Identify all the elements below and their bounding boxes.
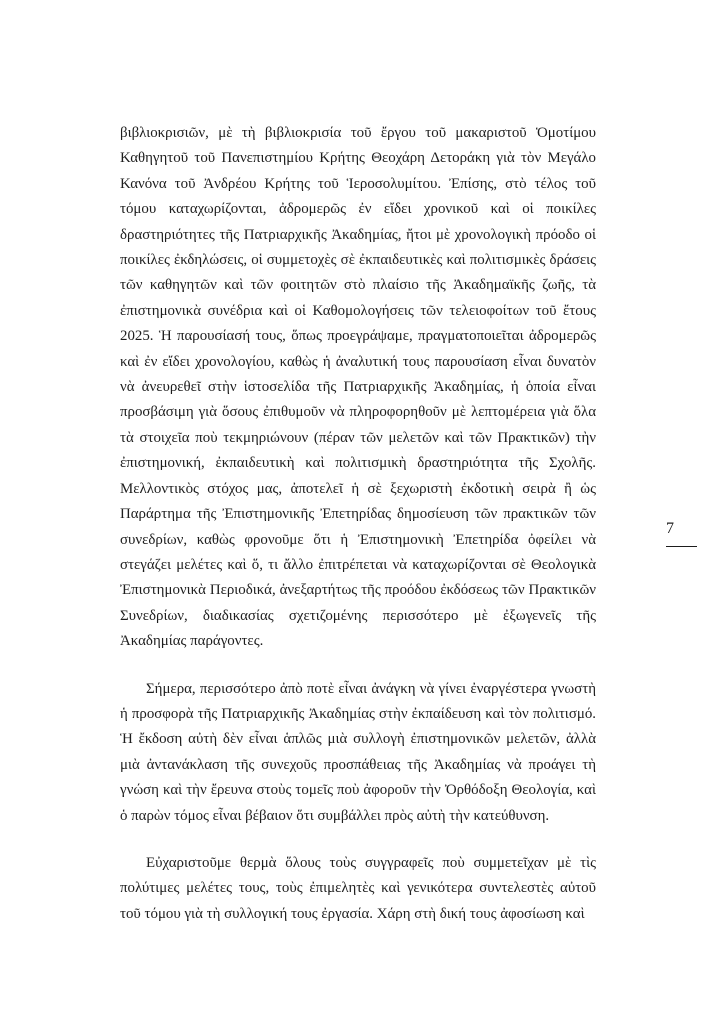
- paragraph-2: Σήμερα, περισσότερο ἀπὸ ποτὲ εἶναι ἀνάγκη νὰ γίνει ἐναργέστερα γνωστὴ ἡ προσφορὰ τῆς Πατριαρχικῆς Ἀκαδημίας στὴν ἐκπαίδευση καὶ τὸν πολιτισμό. Ἡ ἔκδοση αὐτὴ δὲν εἶναι ἁπλῶς μιὰ συλλογὴ ἐπιστημονικῶν μελετῶν, ἀλλὰ μιὰ ἀντανάκλαση τῆς συνεχοῦς προσπάθειας τῆς Ἀκαδημίας νὰ προάγει τὴ γνώση καὶ τὴν ἔρευνα στοὺς τομεῖς ποὺ ἀφοροῦν τὴν Ὀρθόδοξη Θεολογία, καὶ ὁ παρὼν τόμος εἶναι βέβαιον ὅτι συμβάλλει πρὸς αὐτὴ τὴν κατεύθυνση.: [120, 680, 596, 824]
- page-number-rule: [666, 546, 697, 547]
- paragraph-1: βιβλιοκρισιῶν, μὲ τὴ βιβλιοκρισία τοῦ ἔργου τοῦ μακαριστοῦ Ὁμοτίμου Καθηγητοῦ τοῦ Πανεπιστημίου Κρήτης Θεοχάρη Δετοράκη γιὰ τὸν Μεγάλο Κανόνα τοῦ Ἀνδρέου Κρήτης τοῦ Ἱεροσολυμίτου. Ἐπίσης, στὸ τέλος τοῦ τόμου καταχωρίζονται, ἀδρομερῶς ἐν εἴδει χρονικοῦ καὶ οἱ ποικίλες δραστηριότητες τῆς Πατριαρχικῆς Ἀκαδημίας, ἤτοι μὲ χρονολογικὴ πρόοδο οἱ ποικίλες ἐκδηλώσεις, οἱ συμμετοχὲς σὲ ἐκπαιδευτικὲς καὶ πολιτισμικὲς δράσεις τῶν καθηγητῶν καὶ τῶν φοιτητῶν στὸ πλαίσιο τῆς Ἀκαδημαϊκῆς ζωῆς, τὰ ἐπιστημονικὰ συνέδρια καὶ οἱ Καθομολογήσεις τῶν τελειοφοίτων τοῦ ἔτους 2025. Ἡ παρουσίασή τους, ὅπως προεγράψαμε, πραγματοποιεῖται ἀδρομερῶς καὶ ἐν εἴδει χρονολογίου, καθὼς ἡ ἀναλυτική τους παρουσίαση εἶναι δυνατὸν νὰ ἀνευρεθεῖ στὴν ἱστοσελίδα τῆς Πατριαρχικῆς Ἀκαδημίας, ἡ ὁποία εἶναι προσβάσιμη γιὰ ὅσους ἐπιθυμοῦν νὰ πληροφορηθοῦν μὲ λεπτομέρεια γιὰ ὅλα τὰ στοιχεῖα ποὺ τεκμηριώνουν (πέραν τῶν μελετῶν καὶ τῶν Πρακτικῶν) τὴν ἐπιστημονική, ἐκπαιδευτικὴ καὶ πολιτισμικὴ δραστηριότητα τῆς Σχολῆς. Μελλοντικὸς στόχος μας, ἀποτελεῖ ἡ σὲ ξεχωριστὴ ἐκδοτικὴ σειρὰ ἢ ὡς Παράρτημα τῆς Ἐπιστημονικῆς Ἐπετηρίδας δημοσίευση τῶν πρακτικῶν τῶν συνεδρίων, καθὼς φρονοῦμε ὅτι ἡ Ἐπιστημονικὴ Ἐπετηρίδα ὀφείλει νὰ στεγάζει μελέτες καὶ ὅ, τι ἄλλο ἐπιτρέπεται νὰ καταχωρίζονται σὲ Θεολογικὰ Ἐπιστημονικὰ Περιοδικά, ἀνεξαρτήτως τῆς προόδου ἐκδόσεως τῶν Πρακτικῶν Συνεδρίων, διαδικασίας σχετιζομένης περισσότερο μὲ ἐξωγενεῖς τῆς Ἀκαδημίας παράγοντες.: [120, 125, 596, 650]
- paragraph-3: Εὐχαριστοῦμε θερμὰ ὅλους τοὺς συγγραφεῖς ποὺ συμμετεῖχαν μὲ τὶς πολύτιμες μελέτες τους, τοὺς ἐπιμελητὲς καὶ γενικότερα συντελεστὲς αὐτοῦ τοῦ τόμου γιὰ τὴ συλλογική τους ἐργασία. Χάρη στὴ δική τους ἀφοσίωση καὶ: [120, 854, 596, 922]
- page-number: 7: [666, 520, 674, 537]
- body-text: [120, 121, 596, 927]
